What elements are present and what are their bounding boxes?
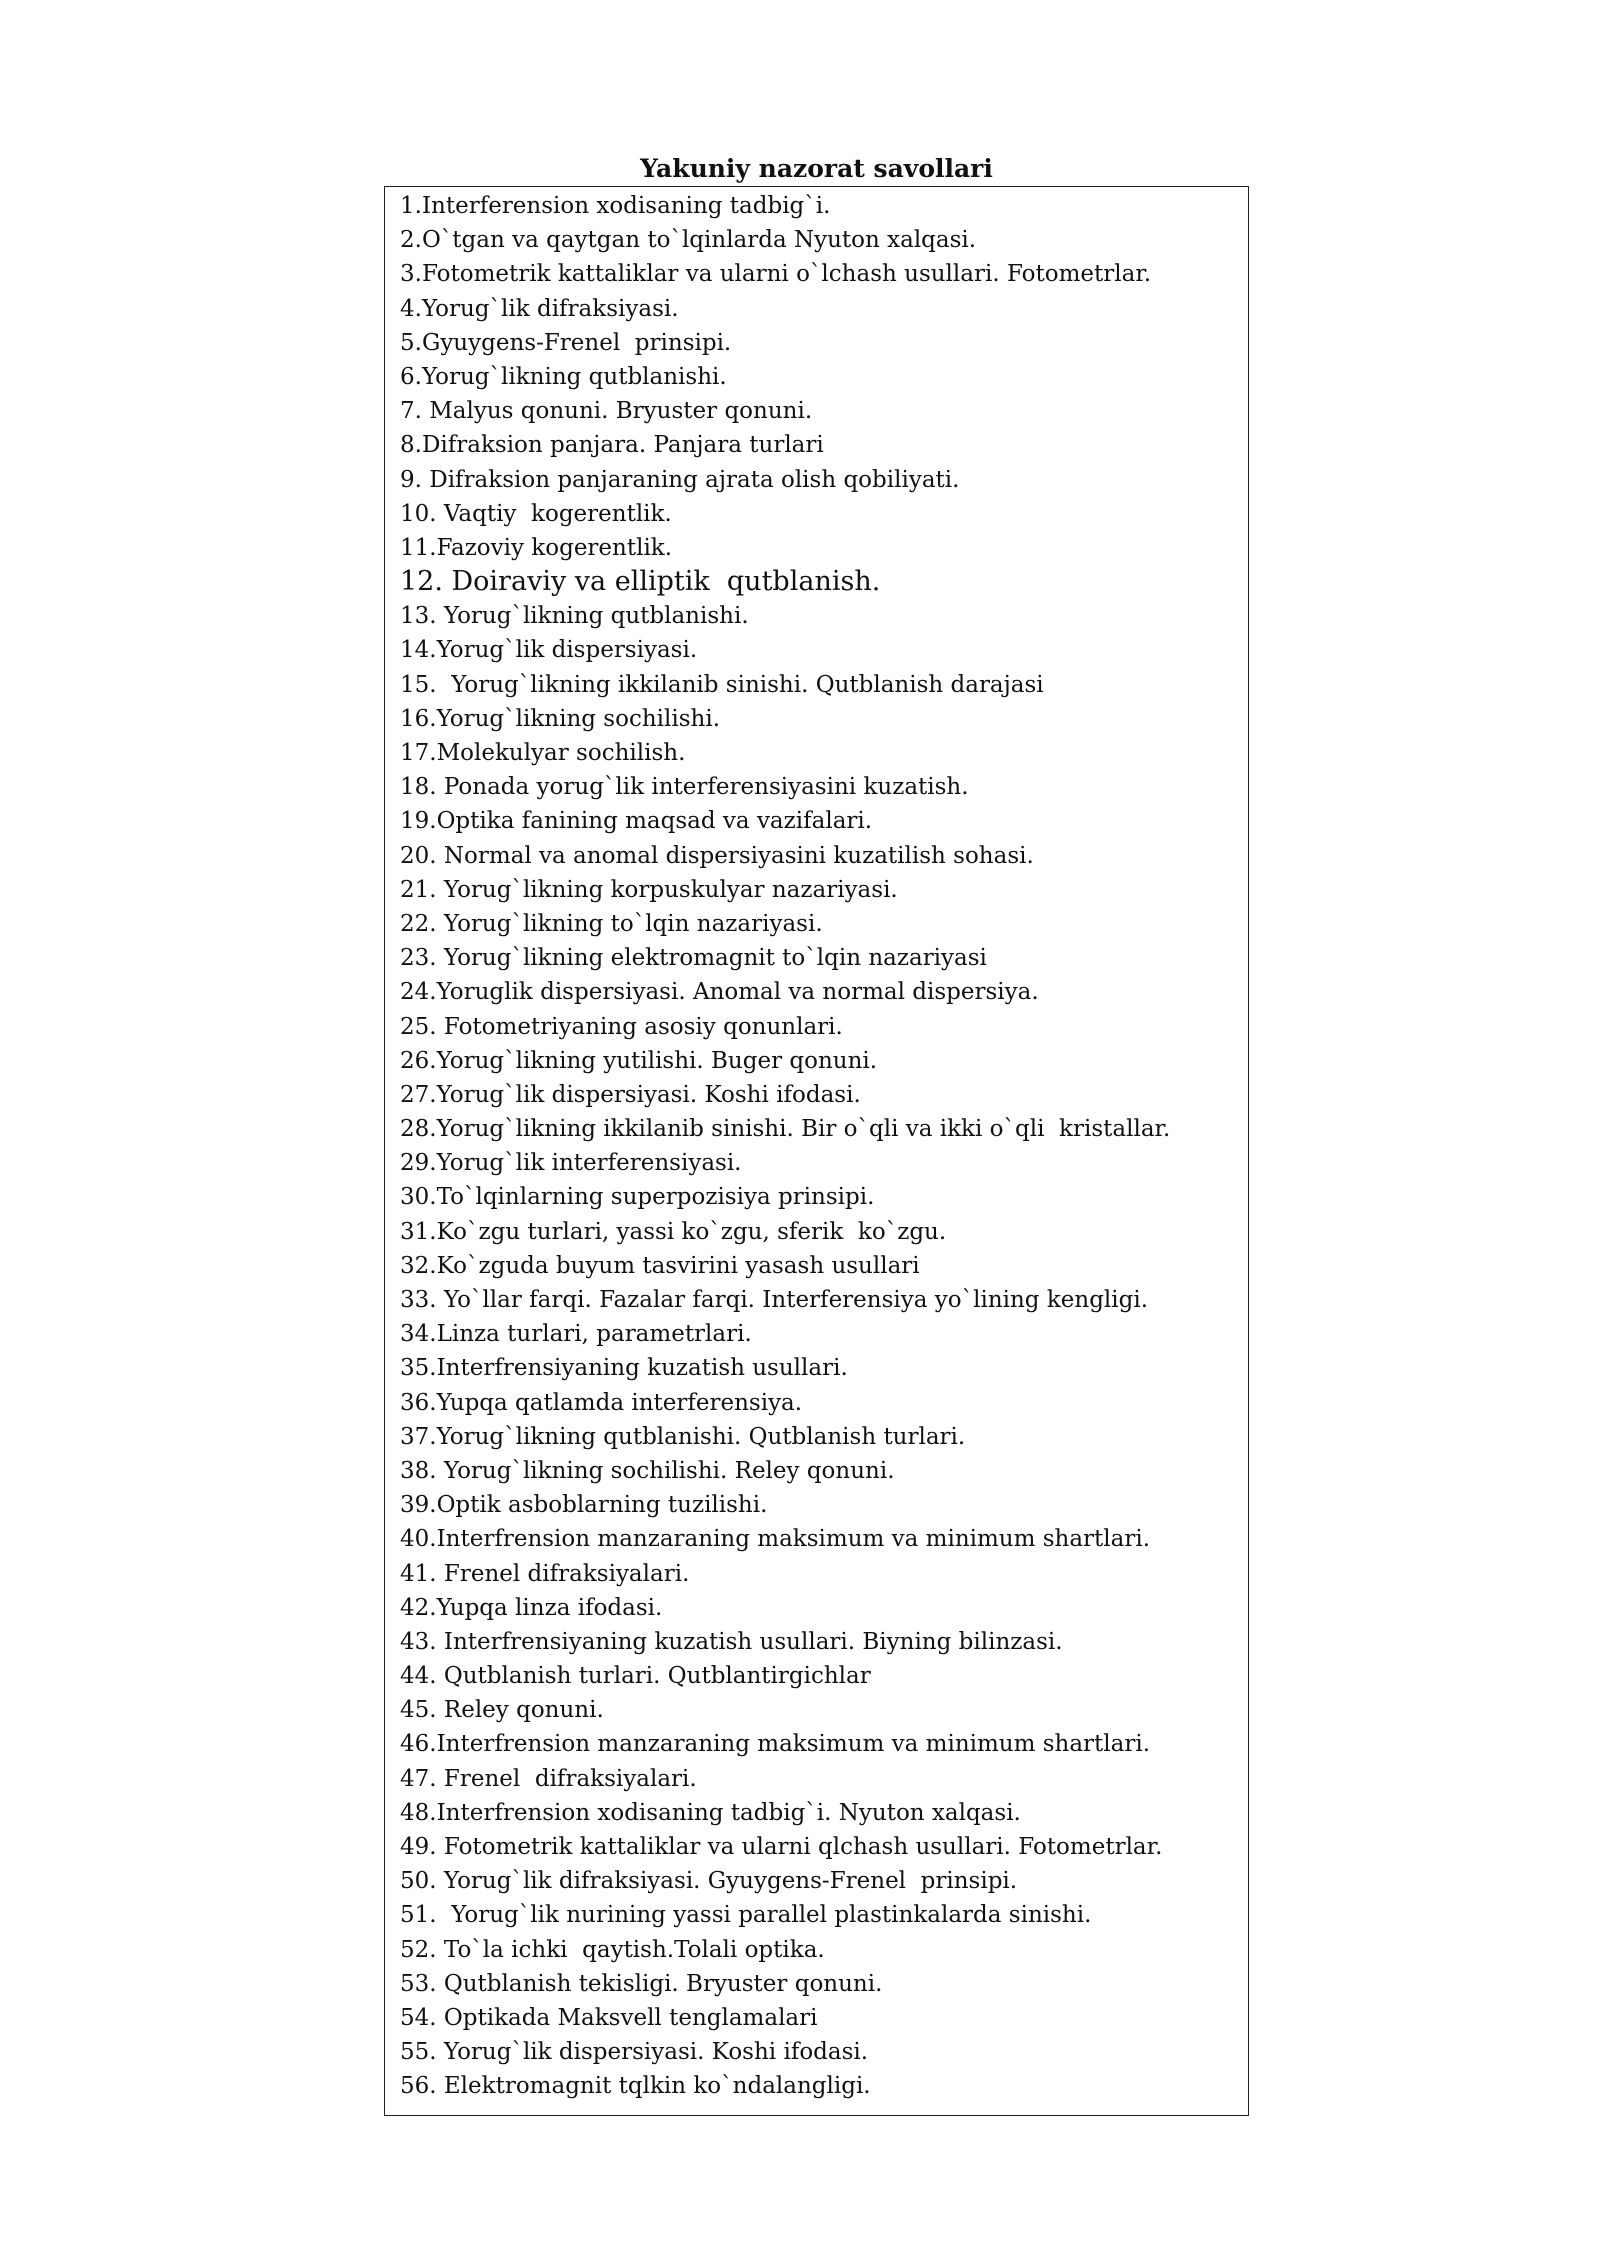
- question-item: 33. Yo`llar farqi. Fazalar farqi. Interferensiya yo`lining kengligi.: [400, 1287, 1149, 1313]
- question-item: 29.Yorug`lik interferensiyasi.: [400, 1150, 742, 1177]
- question-item: 42.Yupqa linza ifodasi.: [400, 1594, 663, 1621]
- question-item: 35.Interfrensiyaning kuzatish usullari.: [400, 1355, 848, 1382]
- question-item: 17.Molekulyar sochilish.: [400, 740, 686, 766]
- question-item: 16.Yorug`likning sochilishi.: [400, 705, 721, 732]
- question-item: 48.Interfrension xodisaning tadbig`i. Nyuton xalqasi.: [400, 1799, 1021, 1826]
- question-item: 28.Yorug`likning ikkilanib sinishi. Bir o`qli va ikki o`qli kristallar.: [400, 1116, 1171, 1143]
- question-list: [400, 189, 1248, 2104]
- question-item: 13. Yorug`likning qutblanishi.: [400, 603, 749, 630]
- question-item: 46.Interfrension manzaraning maksimum va minimum shartlari.: [400, 1731, 1151, 1758]
- question-item: 44. Qutblanish turlari. Qutblantirgichlar: [400, 1663, 871, 1690]
- question-item: 32.Ko`zguda buyum tasvirini yasash usullari: [400, 1252, 920, 1279]
- question-item: 56. Elektromagnit tqlkin ko`ndalangligi.: [400, 2073, 871, 2100]
- question-item: 55. Yorug`lik dispersiyasi. Koshi ifodasi.: [400, 2039, 869, 2066]
- question-list-box: [384, 186, 1249, 2116]
- question-item: 39.Optik asboblarning tuzilishi.: [400, 1492, 768, 1519]
- question-item: 47. Frenel difraksiyalari.: [400, 1765, 697, 1792]
- question-item: 49. Fotometrik kattaliklar va ularni qlchash usullari. Fotometrlar.: [400, 1834, 1163, 1860]
- question-item: 30.To`lqinlarning superpozisiya prinsipi.: [400, 1184, 875, 1211]
- question-item: 1.Interferension xodisaning tadbig`i.: [400, 193, 831, 219]
- question-item: 50. Yorug`lik difraksiyasi. Gyuygens-Frenel prinsipi.: [400, 1868, 1018, 1895]
- question-item: 41. Frenel difraksiyalari.: [400, 1560, 690, 1587]
- question-item: 25. Fotometriyaning asosiy qonunlari.: [400, 1013, 843, 1040]
- question-item: 22. Yorug`likning to`lqin nazariyasi.: [400, 910, 823, 937]
- question-item: 5.Gyuygens-Frenel prinsipi.: [400, 329, 732, 356]
- question-item: 3.Fotometrik kattaliklar va ularni o`lchash usullari. Fotometrlar.: [400, 261, 1152, 288]
- question-item: 31.Ko`zgu turlari, yassi ko`zgu, sferik ko`zgu.: [400, 1218, 947, 1245]
- question-item: 4.Yorug`lik difraksiyasi.: [400, 295, 679, 322]
- question-item: 18. Ponada yorug`lik interferensiyasini kuzatish.: [400, 774, 969, 801]
- question-item: 54. Optikada Maksvell tenglamalari: [400, 2004, 818, 2031]
- question-item: 11.Fazoviy kogerentlik.: [400, 534, 673, 561]
- question-item: 26.Yorug`likning yutilishi. Buger qonuni.: [400, 1047, 878, 1074]
- question-item: 53. Qutblanish tekisligi. Bryuster qonuni.: [400, 1970, 883, 1997]
- question-item: 40.Interfrension manzaraning maksimum va minimum shartlari.: [400, 1526, 1151, 1553]
- page-title: Yakuniy nazorat savollari: [640, 154, 993, 183]
- question-item: 23. Yorug`likning elektromagnit to`lqin nazariyasi: [400, 945, 987, 972]
- question-item: 34.Linza turlari, parametrlari.: [400, 1321, 752, 1348]
- question-item: 8.Difraksion panjara. Panjara turlari: [400, 432, 824, 459]
- question-item: 7. Malyus qonuni. Bryuster qonuni.: [400, 398, 813, 425]
- question-item: 52. To`la ichki qaytish.Tolali optika.: [400, 1936, 825, 1963]
- question-item: 20. Normal va anomal dispersiyasini kuzatilish sohasi.: [400, 842, 1034, 869]
- question-item: 24.Yoruglik dispersiyasi. Anomal va normal dispersiya.: [400, 979, 1039, 1006]
- question-item: 9. Difraksion panjaraning ajrata olish qobiliyati.: [400, 466, 960, 493]
- question-item: 19.Optika fanining maqsad va vazifalari.: [400, 808, 873, 835]
- question-item: 21. Yorug`likning korpuskulyar nazariyasi.: [400, 876, 898, 903]
- question-item: 27.Yorug`lik dispersiyasi. Koshi ifodasi.: [400, 1081, 861, 1108]
- question-item: 45. Reley qonuni.: [400, 1697, 604, 1724]
- question-item: 36.Yupqa qatlamda interferensiya.: [400, 1389, 803, 1416]
- question-item: 10. Vaqtiy kogerentlik.: [400, 500, 672, 527]
- question-item: 37.Yorug`likning qutblanishi. Qutblanish turlari.: [400, 1423, 966, 1450]
- question-item: 38. Yorug`likning sochilishi. Reley qonuni.: [400, 1457, 895, 1484]
- question-item: 12. Doiraviy va elliptik qutblanish.: [400, 566, 881, 598]
- question-item: 2.O`tgan va qaytgan to`lqinlarda Nyuton xalqasi.: [400, 227, 977, 254]
- question-item: 6.Yorug`likning qutblanishi.: [400, 363, 727, 390]
- question-item: 51. Yorug`lik nurining yassi parallel plastinkalarda sinishi.: [400, 1902, 1092, 1929]
- question-item: 15. Yorug`likning ikkilanib sinishi. Qutblanish darajasi: [400, 671, 1044, 698]
- question-item: 43. Interfrensiyaning kuzatish usullari. Biyning bilinzasi.: [400, 1628, 1063, 1655]
- question-item: 14.Yorug`lik dispersiyasi.: [400, 637, 698, 664]
